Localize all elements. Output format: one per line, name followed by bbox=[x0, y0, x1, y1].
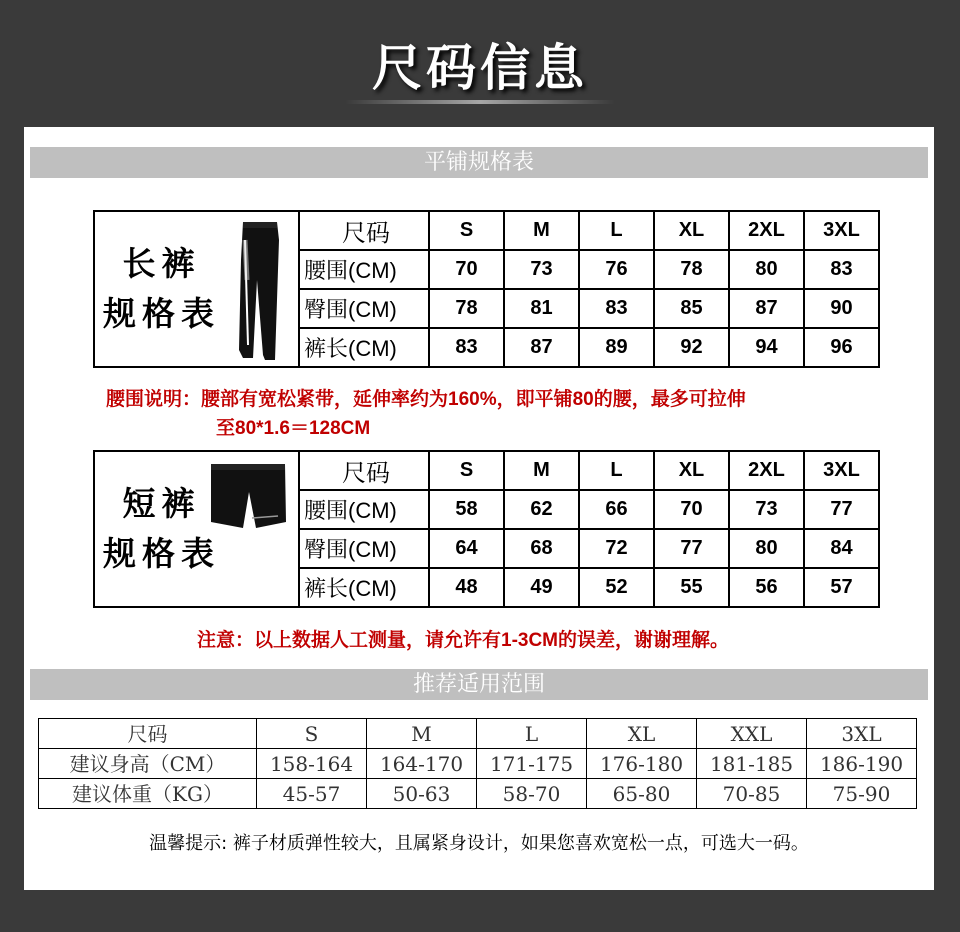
flat-spec-band: 平铺规格表 bbox=[30, 147, 928, 178]
table-cell: 85 bbox=[654, 289, 729, 328]
table-row bbox=[39, 749, 917, 779]
table-row bbox=[39, 779, 917, 809]
table-cell: 56 bbox=[729, 568, 804, 607]
table-cell: 45-57 bbox=[257, 779, 367, 809]
size-info-panel bbox=[24, 127, 934, 890]
table-row bbox=[94, 211, 879, 250]
table-cell: 48 bbox=[429, 568, 504, 607]
fit-header-cell: L bbox=[477, 719, 587, 749]
measure-note: 注意：以上数据人工测量，请允许有1-3CM的误差，谢谢理解。 bbox=[197, 630, 730, 651]
long-pants-table bbox=[93, 210, 880, 368]
table-cell: 65-80 bbox=[587, 779, 697, 809]
table-cell: 72 bbox=[579, 529, 654, 568]
table-cell: 58-70 bbox=[477, 779, 587, 809]
table-cell: 89 bbox=[579, 328, 654, 367]
table-cell: 84 bbox=[804, 529, 879, 568]
fit-header-cell: M bbox=[367, 719, 477, 749]
table-cell: 87 bbox=[504, 328, 579, 367]
table-cell: 94 bbox=[729, 328, 804, 367]
page-title: 尺码信息 bbox=[372, 39, 588, 97]
fit-table bbox=[38, 718, 917, 809]
short-pants-label-cell bbox=[94, 451, 299, 607]
tip-text: 温馨提示: 裤子材质弹性较大，且属紧身设计，如果您喜欢宽松一点，可选大一码。 bbox=[149, 833, 809, 854]
row-label: 腰围(CM) bbox=[299, 490, 429, 529]
table-cell: 62 bbox=[504, 490, 579, 529]
table-cell: 92 bbox=[654, 328, 729, 367]
row-label: 臀围(CM) bbox=[299, 289, 429, 328]
size-xl: XL bbox=[654, 211, 729, 250]
table-cell: 70-85 bbox=[697, 779, 807, 809]
row-label: 建议体重（KG） bbox=[39, 779, 257, 809]
recommend-band: 推荐适用范围 bbox=[30, 669, 928, 700]
table-cell: 75-90 bbox=[807, 779, 917, 809]
table-cell: 158-164 bbox=[257, 749, 367, 779]
short-pants-image bbox=[208, 462, 288, 532]
table-cell: 77 bbox=[654, 529, 729, 568]
size-m: M bbox=[504, 451, 579, 490]
table-row bbox=[39, 719, 917, 749]
waist-note bbox=[106, 385, 866, 443]
table-cell: 80 bbox=[729, 250, 804, 289]
table-cell: 55 bbox=[654, 568, 729, 607]
waist-note-line2: 至80*1.6＝128CM bbox=[216, 418, 371, 439]
table-cell: 171-175 bbox=[477, 749, 587, 779]
size-2xl: 2XL bbox=[729, 211, 804, 250]
size-m: M bbox=[504, 211, 579, 250]
fit-header-cell: XL bbox=[587, 719, 697, 749]
table-row bbox=[94, 451, 879, 490]
table-cell: 50-63 bbox=[367, 779, 477, 809]
row-label: 建议身高（CM） bbox=[39, 749, 257, 779]
table-cell: 186-190 bbox=[807, 749, 917, 779]
table-cell: 81 bbox=[504, 289, 579, 328]
table-cell: 96 bbox=[804, 328, 879, 367]
long-pants-title: 长裤 bbox=[122, 244, 201, 283]
table-cell: 66 bbox=[579, 490, 654, 529]
table-cell: 87 bbox=[729, 289, 804, 328]
size-3xl: 3XL bbox=[804, 211, 879, 250]
title-underline bbox=[345, 100, 615, 104]
table-cell: 68 bbox=[504, 529, 579, 568]
short-pants-subtitle: 规格表 bbox=[103, 534, 220, 573]
size-header: 尺码 bbox=[299, 211, 429, 250]
table-cell: 77 bbox=[804, 490, 879, 529]
long-pants-label-cell bbox=[94, 211, 299, 367]
fit-header-cell: 3XL bbox=[807, 719, 917, 749]
short-pants-table bbox=[93, 450, 880, 608]
row-label: 臀围(CM) bbox=[299, 529, 429, 568]
table-cell: 70 bbox=[654, 490, 729, 529]
table-cell: 52 bbox=[579, 568, 654, 607]
table-cell: 83 bbox=[579, 289, 654, 328]
long-pants-image bbox=[235, 220, 295, 365]
row-label: 裤长(CM) bbox=[299, 568, 429, 607]
table-cell: 78 bbox=[654, 250, 729, 289]
table-cell: 164-170 bbox=[367, 749, 477, 779]
table-cell: 57 bbox=[804, 568, 879, 607]
size-2xl: 2XL bbox=[729, 451, 804, 490]
table-cell: 58 bbox=[429, 490, 504, 529]
long-pants-subtitle: 规格表 bbox=[103, 294, 220, 333]
table-cell: 73 bbox=[729, 490, 804, 529]
table-cell: 70 bbox=[429, 250, 504, 289]
table-cell: 64 bbox=[429, 529, 504, 568]
size-l: L bbox=[579, 451, 654, 490]
row-label: 裤长(CM) bbox=[299, 328, 429, 367]
row-label: 腰围(CM) bbox=[299, 250, 429, 289]
size-s: S bbox=[429, 211, 504, 250]
size-xl: XL bbox=[654, 451, 729, 490]
table-cell: 76 bbox=[579, 250, 654, 289]
size-header: 尺码 bbox=[299, 451, 429, 490]
fit-header-size: 尺码 bbox=[39, 719, 257, 749]
table-cell: 181-185 bbox=[697, 749, 807, 779]
table-cell: 78 bbox=[429, 289, 504, 328]
table-cell: 80 bbox=[729, 529, 804, 568]
fit-header-cell: S bbox=[257, 719, 367, 749]
table-cell: 83 bbox=[804, 250, 879, 289]
fit-header-cell: XXL bbox=[697, 719, 807, 749]
waist-note-line1: 腰围说明：腰部有宽松紧带，延伸率约为160%，即平铺80的腰，最多可拉伸 bbox=[106, 389, 746, 410]
table-cell: 176-180 bbox=[587, 749, 697, 779]
table-cell: 49 bbox=[504, 568, 579, 607]
size-l: L bbox=[579, 211, 654, 250]
short-pants-title: 短裤 bbox=[122, 484, 201, 523]
size-s: S bbox=[429, 451, 504, 490]
table-cell: 90 bbox=[804, 289, 879, 328]
size-3xl: 3XL bbox=[804, 451, 879, 490]
table-cell: 83 bbox=[429, 328, 504, 367]
table-cell: 73 bbox=[504, 250, 579, 289]
